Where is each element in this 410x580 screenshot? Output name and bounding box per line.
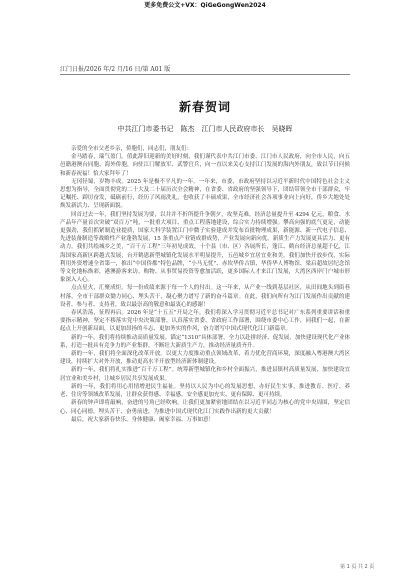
paragraph: 春风浩荡，征程再启。2026 年是“十五五”开局之年。我们将深入学习贯彻习近平总书记对广东系列重要讲话和重要指示精神，坚定不移落实党中央决策部署，认真落实省委、省政府工作部署，围绕市委中心工作，同我们一起，在新起点上开创新局面，以更加昂扬的斗志、更加务实的作风，奋力谱写中国式现代化江门新篇章。 [60,310,350,333]
top-banner: 更多免费公文+VX：QiGeGongWen2024 [144,2,266,9]
article-body [60,145,350,553]
paragraph: 点点星火，汇聚成炬。每一份成绩来源于每一个人的付出。这一年来，从产业一线到基层社区，从田间地头到街巷村落，全市干部群众勠力同心、埋头苦干，凝心聚力谱写了新的奋斗篇章。在此，我们向所有为江门发展作出贡献的建设者、参与者、支持者，致以最崇高的敬意和最衷心的感谢！ [60,285,350,308]
paragraph: 无冈径蜀，岁物丰成。2025 年是极不平凡的一年。一年来，市委、市政府坚持以习近平新时代中国特色社会主义思想为指导，全面贯彻党的二十大及二十届历次全会精神，在省委、省政府的坚强领导下，团结带领全市干部群众，牢记嘱托、踔厉奋发，砥砺前行，经历了风雨洗礼，也收获了丰硕成果，全市经济社会各项事业向上向好，侨乡大地处处焕发新活力、呈现新面貌。 [60,178,350,210]
paragraph: 新春的钟声即将敲响，奋进的号角已经吹响。让我们更加紧密地团结在以习近平同志为核心的党中央周围，坚定信心、同心同德，埋头苦干、奋勇前进，为推进中国式现代化江门实践作出新的更大贡献！ [60,400,350,415]
paragraph: 新的一年，我们将用心用情增进民生福祉。坚持以人民为中心的发展思想，办好民生实事，推进教育、医疗、养老、住房等领域改革发展，让群众获得感、幸福感、安全感更加充实、更有保障、更可持续。 [60,383,350,399]
article-byline: 中共江门市委书记 陈杰 江门市人民政府市长 吴晓晖 [117,125,293,133]
paragraph: 回首过去一年，我们坚持发展为要，以并并不折所提升争朝夕，攻坚克难，经济总量提升至 4294 亿元，粮食、水产品年产量首次突破“双百万”吨，一批重大项目、重点工程落地建设，综合实力持续增强。攀高向强的底气更足，动能更强劲，我们抓紧制造业提质，国家大科学装置江门中微子实验建成并发布首批物理成果，新能源、新一代电子信息、先进装备制造等战略性产业蓬勃发展，15 条重点产业链成群成势，产业发展向新向优。新质生产力发展更具活力、更有动力。我们共绘城乡之美，“百千万工程”三年初见成效，十个县（市、区）各展所长，蓬江、鹤台经济总量超千亿，江海国家高新区跨越式发展，台开鹤恩新型城镇化发展水平明显提升，五邑城乡宜居宜业和美。我们加快开放步伐，实际利用外资增速全省第一，推出“中国侨都”特色品牌，“小马无忧”、赤坎华侨古镇、华侨华人博物馆、梁启超故居纪念馆等文化地标焕彩，港澳游客来访、购物、从事贸易投资等愈加活跃，更多国际人才来江门发展，大湾区西岸门户城市形象深入人心。 [60,211,350,284]
paragraph: 金马踏春，瑞气盈门。值此辞旧迎新的美好时刻，我们谨代表中共江门市委、江门市人民政府，向全市人民，向五邑籍港澳台同胞、海外侨胞，向驻江门解放军、武警官兵，向一直以来关心支持江门发展的海内外朋友，致以节日问候和新春祝福！恰大家拜年了！ [60,154,350,177]
header-divider [60,74,350,75]
paragraph: 新的一年，我们将持续推动高质量发展。锚定“1310”具体部署，全力以赴拼经济、促发展，加快建设现代化产业体系，打造一批具有竞争力的产业集群，不断壮大新质生产力，推动经济量质齐升。 [60,334,350,349]
paragraph: 最后，祝大家新春快乐、身体健康、阖家幸福、万事如意！ [71,416,215,423]
paragraph: 新的一年，我们将全面深化改革开放。以更大力度推动重点领域改革，着力优化营商环境，深度融入粤港澳大湾区建设，持续扩大对外开放，推动更高水平开放型经济新体制建设。 [60,351,350,366]
page-number: 第 1 页 共 2 页 [340,564,375,570]
paragraph: 亲爱的全市父老乡亲，侨胞们，同志们，朋友们： [71,146,193,152]
publication-line: 江门日报/2026 年/2 月/16 日/第 A01 版 [60,66,171,73]
paragraph: 新的一年，我们将扎实推进“百千万工程”。统筹新型城镇化和乡村全面振兴，推进县镇村高质量发展，加快建设宜居宜业和美乡村，让城乡居民共享发展成果。 [60,367,350,382]
article-title: 新春贺词 [178,100,231,114]
